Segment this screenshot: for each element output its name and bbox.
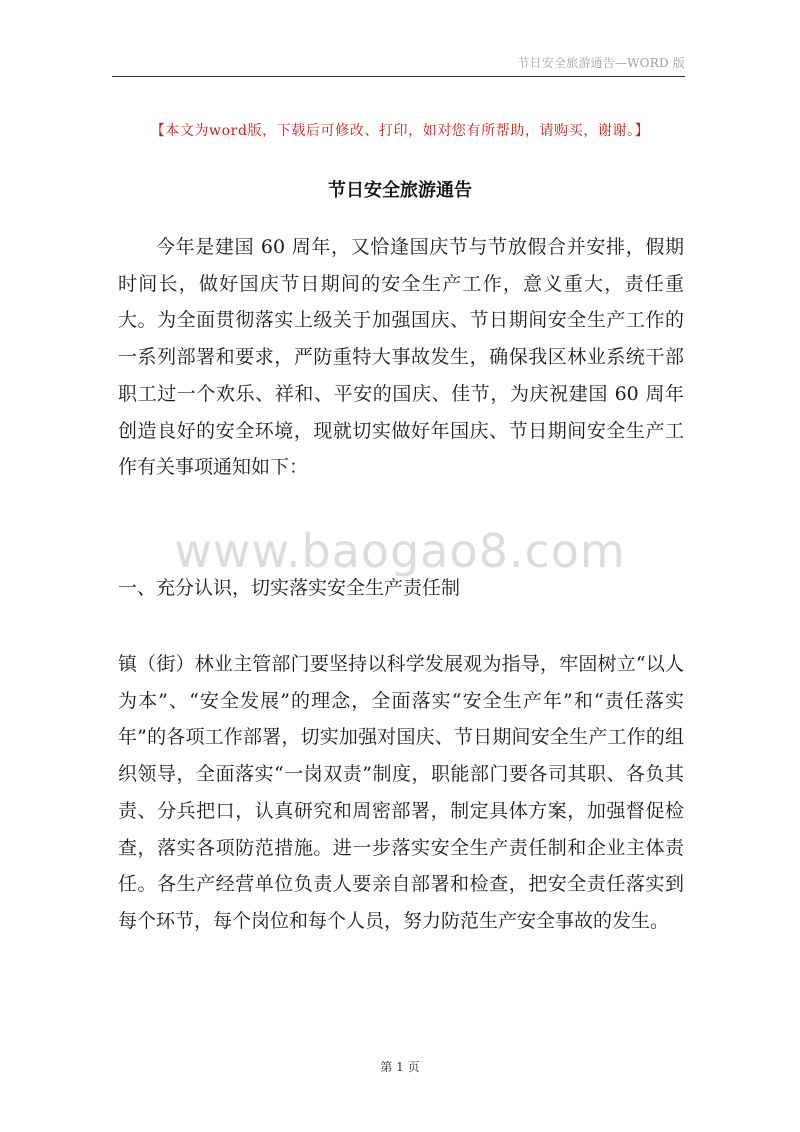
document-title: 节日安全旅游通告: [328, 180, 472, 201]
page-number: 第 1 页: [380, 1060, 420, 1074]
intro-paragraph: 今年是建国 60 周年，又恰逢国庆节与节放假合并安排，假期时间长，做好国庆节日期间的安全生产工作，意义重大，责任重大。为全面贯彻落实上级关于加强国庆、节日期间安全生产工作的一系列部署和要求，严防重特大事故发生，确保我区林业系统干部职工过一个欢乐、祥和、平安的国庆、佳节，为庆祝建国 60 周年创造良好的安全环境，现就切实做好年国庆、节日期间安全生产工作有关事项通知如下：: [118, 236, 684, 479]
header-text: 节日安全旅游通告—WORD 版: [517, 56, 685, 70]
section-heading: 一、充分认识，切实落实安全生产责任制: [118, 577, 461, 599]
purchase-notice: 【本文为word版，下载后可修改、打印，如对您有所帮助，请购买，谢谢。】: [150, 123, 650, 139]
page-header: [112, 40, 685, 77]
body-paragraph: 镇（街）林业主管部门要坚持以科学发展观为指导，牢固树立“以人为本”、“安全发展”的理念，全面落实“安全生产年”和“责任落实年”的各项工作部署，切实加强对国庆、节日期间安全生产工作的组织领导，全面落实“一岗双责”制度，职能部门要各司其职、各负其责、分兵把口，认真研究和周密部署，制定具体方案，加强督促检查，落实各项防范措施。进一步落实安全生产责任制和企业主体责任。各生产经营单位负责人要亲自部署和检查，把安全责任落实到每个环节，每个岗位和每个人员，努力防范生产安全事故的发生。: [118, 653, 684, 932]
watermark-text: www.baogao8.com: [174, 524, 626, 578]
